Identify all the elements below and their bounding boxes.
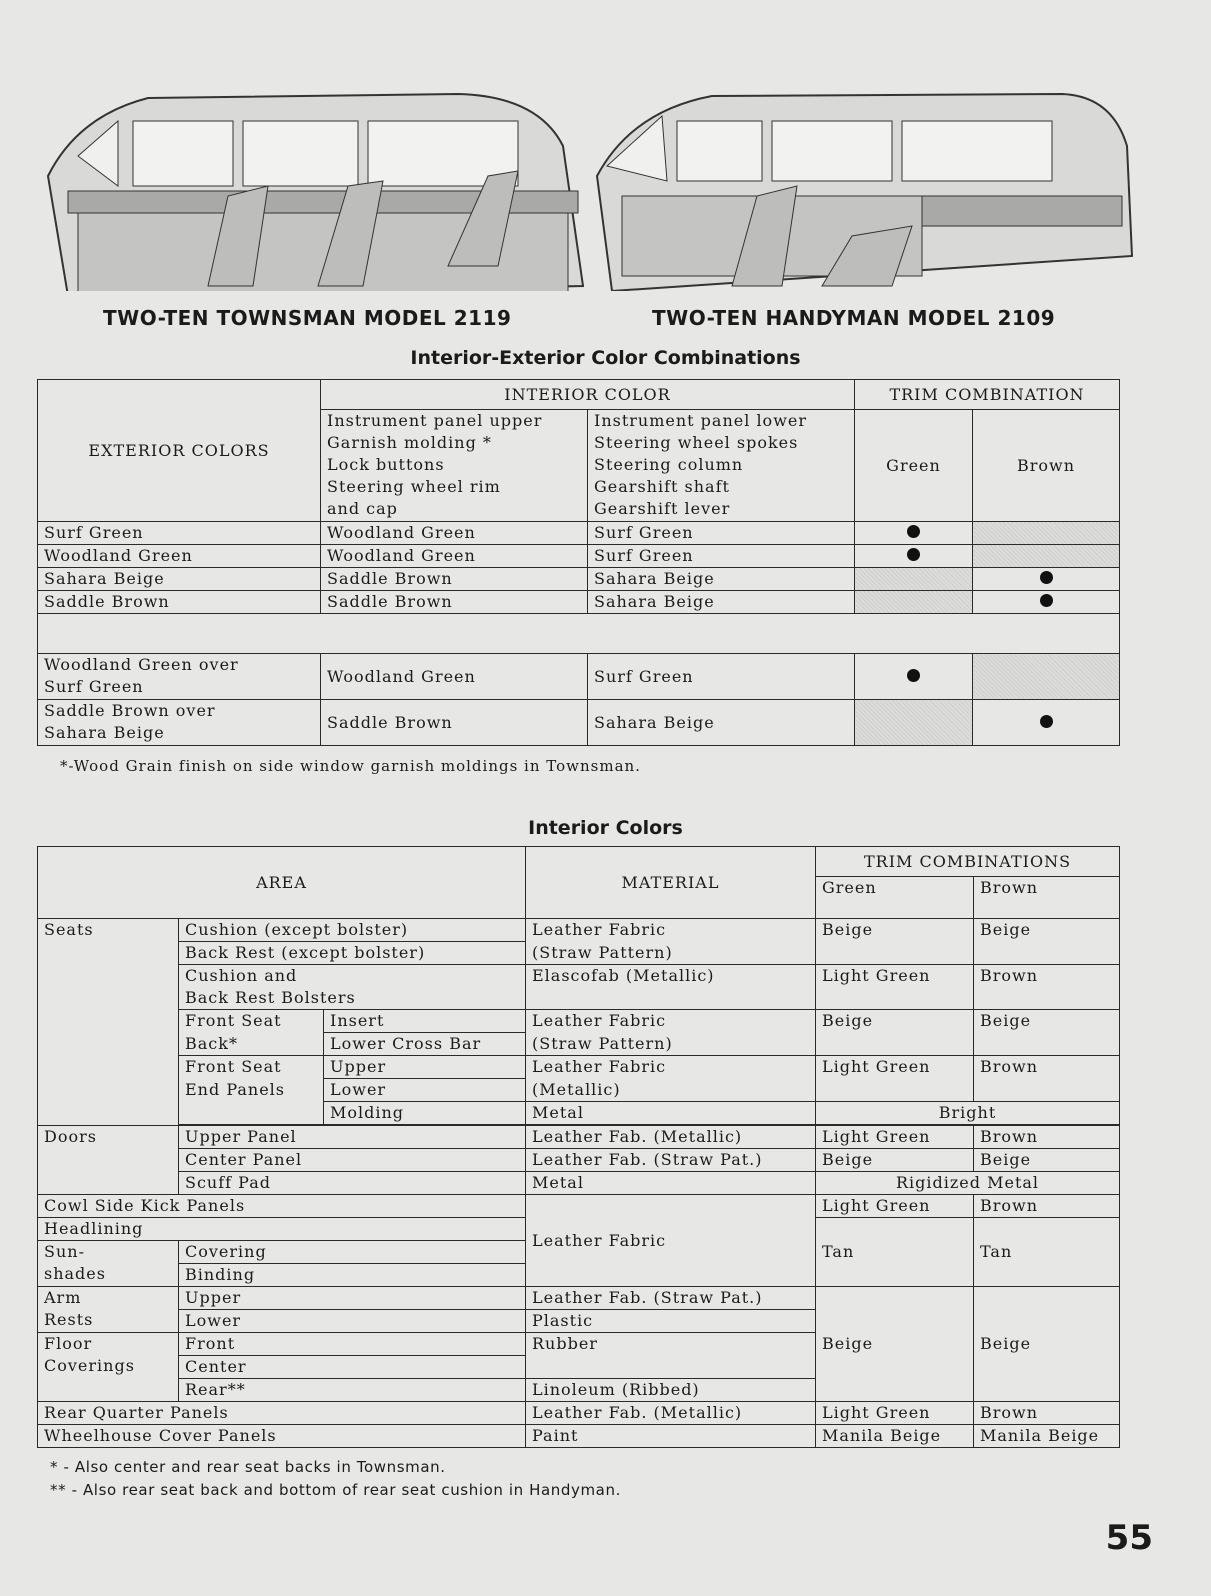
brown-cell: Beige [974, 1010, 1120, 1056]
exterior-cell: Woodland Green [38, 545, 321, 568]
spacer-row [38, 614, 1120, 654]
area-cell: Lower [324, 1079, 526, 1102]
trim-brown-cell [973, 591, 1120, 614]
exterior-colors-header: EXTERIOR COLORS [38, 380, 321, 522]
upper-item: and cap [327, 499, 398, 518]
material-cell: Leather Fab. (Metallic) [526, 1126, 816, 1149]
area-line: shades [44, 1264, 106, 1283]
table1-title: Interior-Exterior Color Combinations [410, 347, 801, 369]
trim-brown-cell [973, 654, 1120, 700]
area-line: Sun- [44, 1242, 85, 1261]
upper-item: Steering wheel rim [327, 477, 501, 496]
green-cell: Light Green [816, 965, 974, 1010]
area-cell: Front Seat [179, 1056, 324, 1079]
upper-cell: Saddle Brown [321, 700, 588, 746]
exterior-line: Woodland Green over [44, 655, 239, 674]
seats-label: Seats [38, 919, 179, 1126]
area-cell: Scuff Pad [179, 1172, 526, 1195]
material-cell: Paint [526, 1425, 816, 1448]
lower-item: Steering column [594, 455, 744, 474]
trim-brown-cell [973, 700, 1120, 746]
dot-marker [907, 525, 920, 538]
area-cell: Center [179, 1356, 526, 1379]
green-cell: Tan [816, 1218, 974, 1287]
lower-cell: Sahara Beige [588, 591, 855, 614]
trim-green-header: Green [855, 410, 973, 522]
trim-brown-cell [973, 545, 1120, 568]
brown-cell: Brown [974, 965, 1120, 1010]
brown-cell: Brown [974, 1126, 1120, 1149]
exterior-line: Saddle Brown over [44, 701, 216, 720]
area-line: Rests [44, 1310, 94, 1329]
green-header: Green [816, 877, 974, 919]
material-cell: Leather Fab. (Straw Pat.) [526, 1149, 816, 1172]
material-cell: Leather Fabric [526, 1010, 816, 1033]
trim-green-cell [855, 568, 973, 591]
trim-brown-cell [973, 522, 1120, 545]
area-cell: Lower Cross Bar [324, 1033, 526, 1056]
color-combinations-table [37, 379, 1120, 746]
upper-items [321, 410, 588, 522]
spacer-cell [38, 614, 1120, 654]
material-cell: Plastic [526, 1310, 816, 1333]
material-cell: Leather Fabric [526, 1056, 816, 1079]
footnote-line: * - Also center and rear seat backs in Townsman. [50, 1458, 446, 1476]
handyman-illustration [592, 86, 1147, 301]
dot-marker [907, 669, 920, 682]
material-cell: Linoleum (Ribbed) [526, 1379, 816, 1402]
exterior-cell [38, 654, 321, 700]
doors-label: Doors [38, 1126, 179, 1195]
green-cell: Light Green [816, 1126, 974, 1149]
townsman-caption: TWO-TEN TOWNSMAN MODEL 2119 [103, 306, 512, 330]
brown-cell: Brown [974, 1056, 1120, 1102]
lower-cell: Surf Green [588, 545, 855, 568]
interior-colors-table [37, 846, 1120, 1448]
trim-cell: Bright [816, 1102, 1120, 1125]
upper-cell: Woodland Green [321, 545, 588, 568]
exterior-line: Sahara Beige [44, 723, 165, 742]
exterior-cell [38, 700, 321, 746]
area-cell: End Panels [179, 1079, 324, 1102]
area-cell: Cowl Side Kick Panels [38, 1195, 526, 1218]
trim-combination-header: TRIM COMBINATION [855, 380, 1120, 410]
material-cell: (Straw Pattern) [526, 1033, 816, 1056]
dot-marker [1040, 571, 1053, 584]
area-cell: Upper [324, 1056, 526, 1079]
trim-brown-cell [973, 568, 1120, 591]
brown-cell: Brown [974, 1195, 1120, 1218]
brown-header: Brown [974, 877, 1120, 919]
exterior-line: Surf Green [44, 677, 144, 696]
upper-cell: Woodland Green [321, 654, 588, 700]
material-cell: Metal [526, 1172, 816, 1195]
lower-items [588, 410, 855, 522]
lower-item: Gearshift shaft [594, 477, 730, 496]
area-line: Cushion and [185, 966, 298, 985]
trim-green-cell [855, 545, 973, 568]
armrests-label [38, 1287, 179, 1333]
green-cell: Light Green [816, 1402, 974, 1425]
dot-marker [907, 548, 920, 561]
area-cell: Lower [179, 1310, 526, 1333]
upper-cell: Saddle Brown [321, 591, 588, 614]
table2-title: Interior Colors [528, 817, 683, 839]
townsman-illustration [38, 86, 593, 301]
brown-cell: Manila Beige [974, 1425, 1120, 1448]
green-cell: Beige [816, 1287, 974, 1402]
green-cell: Manila Beige [816, 1425, 974, 1448]
brown-cell: Brown [974, 1402, 1120, 1425]
material-cell: Metal [526, 1102, 816, 1125]
page-number: 55 [1105, 1518, 1153, 1558]
green-cell: Beige [816, 1010, 974, 1056]
area-cell: Back Rest (except bolster) [179, 942, 526, 965]
interior-color-header: INTERIOR COLOR [321, 380, 855, 410]
area-cell: Front [179, 1333, 526, 1356]
green-cell: Beige [816, 919, 974, 965]
trim-green-cell [855, 700, 973, 746]
upper-item: Instrument panel upper [327, 411, 543, 430]
brown-cell: Beige [974, 1149, 1120, 1172]
area-line: Arm [44, 1288, 82, 1307]
footnote-line: ** - Also rear seat back and bottom of rear seat cushion in Handyman. [50, 1481, 621, 1499]
brown-cell: Beige [974, 919, 1120, 965]
lower-item: Steering wheel spokes [594, 433, 799, 452]
green-cell: Light Green [816, 1056, 974, 1102]
table-row [38, 545, 1120, 568]
brown-cell: Beige [974, 1287, 1120, 1402]
table-row [38, 591, 1120, 614]
material-cell: Rubber [526, 1333, 816, 1379]
trim-green-cell [855, 522, 973, 545]
material-cell: Leather Fab. (Metallic) [526, 1402, 816, 1425]
trim-combinations-header: TRIM COMBINATIONS [816, 847, 1120, 877]
exterior-cell: Surf Green [38, 522, 321, 545]
upper-item: Garnish molding * [327, 433, 492, 452]
handyman-caption: TWO-TEN HANDYMAN MODEL 2109 [652, 306, 1056, 330]
lower-item: Gearshift lever [594, 499, 731, 518]
floor-coverings-label [38, 1333, 179, 1402]
area-cell: Back* [179, 1033, 324, 1056]
area-cell: Headlining [38, 1218, 526, 1241]
area-cell: Molding [324, 1102, 526, 1125]
table-row [38, 654, 1120, 700]
material-cell: (Straw Pattern) [526, 942, 816, 965]
area-cell-empty [179, 1102, 324, 1125]
area-line: Floor [44, 1334, 93, 1353]
material-cell: Leather Fab. (Straw Pat.) [526, 1287, 816, 1310]
sunshades-label [38, 1241, 179, 1287]
dot-marker [1040, 594, 1053, 607]
area-line: Back Rest Bolsters [185, 988, 356, 1007]
area-header: AREA [38, 847, 526, 919]
lower-item: Instrument panel lower [594, 411, 807, 430]
area-line: Coverings [44, 1356, 135, 1375]
table-row [38, 568, 1120, 591]
brown-cell: Tan [974, 1218, 1120, 1287]
upper-cell: Woodland Green [321, 522, 588, 545]
area-cell: Center Panel [179, 1149, 526, 1172]
lower-cell: Sahara Beige [588, 568, 855, 591]
trim-cell: Rigidized Metal [816, 1172, 1120, 1195]
green-cell: Light Green [816, 1195, 974, 1218]
area-cell: Front Seat [179, 1010, 324, 1033]
area-cell: Rear** [179, 1379, 526, 1402]
area-cell: Covering [179, 1241, 526, 1264]
material-cell: Elascofab (Metallic) [526, 965, 816, 1010]
lower-cell: Sahara Beige [588, 700, 855, 746]
area-cell: Insert [324, 1010, 526, 1033]
exterior-cell: Saddle Brown [38, 591, 321, 614]
trim-green-cell [855, 654, 973, 700]
lower-cell: Surf Green [588, 522, 855, 545]
lower-cell: Surf Green [588, 654, 855, 700]
trim-green-cell [855, 591, 973, 614]
table-row [38, 522, 1120, 545]
material-cell: Leather Fabric [526, 1195, 816, 1287]
upper-item: Lock buttons [327, 455, 445, 474]
exterior-cell: Sahara Beige [38, 568, 321, 591]
dot-marker [1040, 715, 1053, 728]
area-cell: Rear Quarter Panels [38, 1402, 526, 1425]
trim-brown-header: Brown [973, 410, 1120, 522]
table-row [38, 700, 1120, 746]
area-cell: Wheelhouse Cover Panels [38, 1425, 526, 1448]
material-header: MATERIAL [526, 847, 816, 919]
area-cell: Binding [179, 1264, 526, 1287]
material-cell: (Metallic) [526, 1079, 816, 1102]
area-cell: Upper Panel [179, 1126, 526, 1149]
bottom-footnotes [50, 1456, 621, 1502]
upper-cell: Saddle Brown [321, 568, 588, 591]
area-cell: Cushion (except bolster) [179, 919, 526, 942]
area-cell: Upper [179, 1287, 526, 1310]
material-cell: Leather Fabric [526, 919, 816, 942]
area-cell [179, 965, 526, 1010]
table1-footnote: *-Wood Grain finish on side window garnish moldings in Townsman. [60, 757, 641, 775]
green-cell: Beige [816, 1149, 974, 1172]
